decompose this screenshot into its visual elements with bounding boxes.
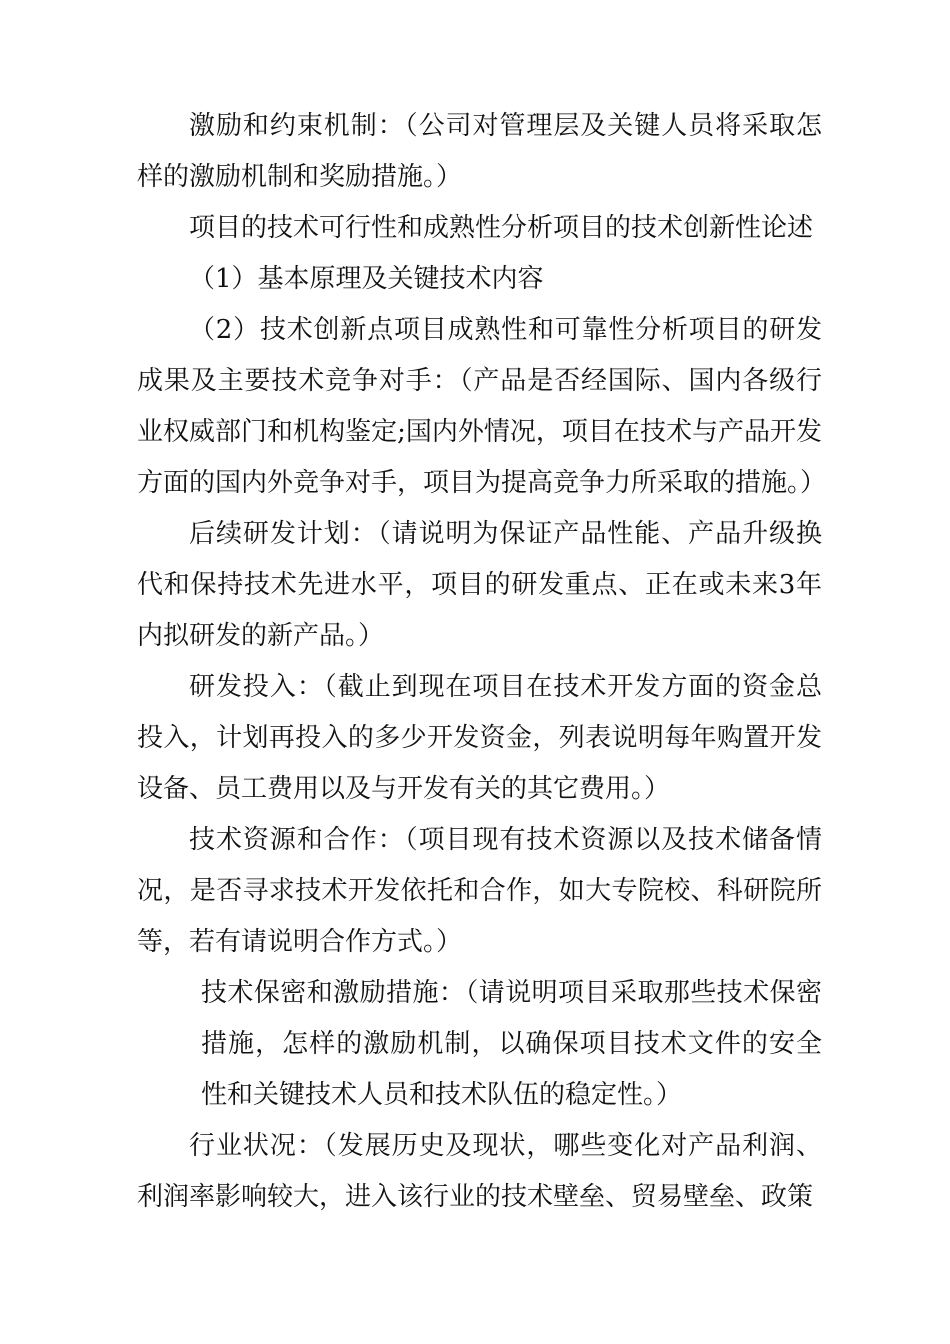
paragraph-incentive-mechanism: 激励和约束机制：（公司对管理层及关键人员将采取怎样的激励机制和奖励措施。） [137, 111, 822, 192]
paragraph-rd-plan: 后续研发计划：（请说明为保证产品性能、产品升级换代和保持技术先进水平，项目的研发重点、正在或未来3年内拟研发的新产品。） [137, 519, 822, 651]
paragraph-rd-investment: 研发投入：（截止到现在项目在技术开发方面的资金总投入，计划再投入的多少开发资金，列表说明每年购置开发设备、员工费用以及与开发有关的其它费用。） [137, 672, 822, 804]
paragraph-basic-principles: （1）基本原理及关键技术内容 [189, 264, 544, 294]
paragraph-innovation-competitors: （2）技术创新点项目成熟性和可靠性分析项目的研发成果及主要技术竞争对手：（产品是否经国际、国内各级行业权威部门和机构鉴定;国内外情况，项目在技术与产品开发方面的国内外竞争对手，项目为提高竞争力所采取的措施。） [137, 315, 827, 498]
paragraph-confidentiality: 技术保密和激励措施：（请说明项目采取那些技术保密措施，怎样的激励机制，以确保项目技术文件的安全性和关键技术人员和技术队伍的稳定性。） [201, 978, 822, 1110]
paragraph-tech-resources: 技术资源和合作：（项目现有技术资源以及技术储备情况，是否寻求技术开发依托和合作，如大专院校、科研院所等，若有请说明合作方式。） [137, 825, 822, 957]
paragraph-technical-feasibility: 项目的技术可行性和成熟性分析项目的技术创新性论述 [189, 213, 814, 243]
paragraph-industry-status: 行业状况：（发展历史及现状，哪些变化对产品利润、利润率影响较大，进入该行业的技术壁垒、贸易壁垒、政策 [137, 1131, 822, 1212]
